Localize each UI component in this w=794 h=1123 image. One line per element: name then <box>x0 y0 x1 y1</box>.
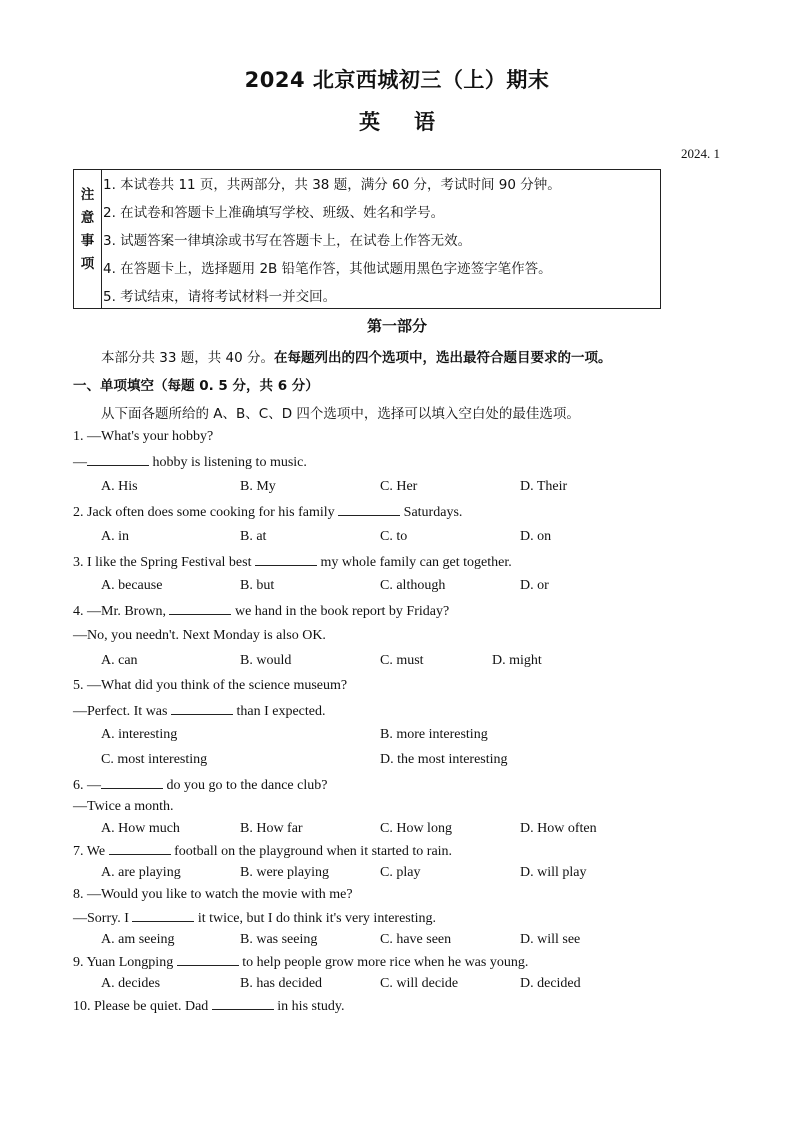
option-a[interactable]: A. His <box>101 479 138 494</box>
text: than I expected. <box>232 704 326 719</box>
option-b[interactable]: B. were playing <box>240 865 330 880</box>
option-c[interactable]: C. will decide <box>380 976 459 991</box>
text: hobby is listening to music. <box>149 455 307 470</box>
answer-blank[interactable] <box>101 777 163 789</box>
part-title: 第一部分 <box>366 317 427 335</box>
answer-blank[interactable] <box>87 454 149 466</box>
option-a[interactable]: A. because <box>101 578 163 593</box>
question-1-reply <box>73 454 307 471</box>
option-c[interactable]: C. must <box>380 653 424 668</box>
answer-blank[interactable] <box>169 603 231 615</box>
question-6-reply: —Twice a month. <box>73 799 174 814</box>
option-d[interactable]: D. the most interesting <box>380 752 508 767</box>
text: Saturdays. <box>400 505 463 520</box>
option-d[interactable]: D. will see <box>520 932 581 947</box>
option-b[interactable]: B. more interesting <box>380 727 488 742</box>
answer-blank[interactable] <box>171 703 233 715</box>
subject-title: 英语 <box>359 110 469 134</box>
text: —Sorry. I <box>73 911 133 926</box>
option-d[interactable]: D. will play <box>520 865 587 880</box>
option-c[interactable]: C. Her <box>380 479 418 494</box>
notice-char: 意 <box>80 210 95 226</box>
notice-side-label <box>74 170 102 308</box>
option-a[interactable]: A. interesting <box>101 727 178 742</box>
option-c[interactable]: C. although <box>380 578 446 593</box>
answer-blank[interactable] <box>177 954 239 966</box>
text: my whole family can get together. <box>316 555 512 570</box>
answer-blank[interactable] <box>109 843 171 855</box>
text: 3. I like the Spring Festival best <box>73 555 255 570</box>
option-d[interactable]: D. or <box>520 578 549 593</box>
option-d[interactable]: D. might <box>492 653 542 668</box>
section-title: 一、单项填空（每题 0. 5 分，共 6 分） <box>73 378 319 394</box>
option-b[interactable]: B. How far <box>240 821 303 836</box>
question-6-stem <box>73 777 327 794</box>
answer-blank[interactable] <box>338 504 400 516</box>
text: 10. Please be quiet. Dad <box>73 999 212 1014</box>
option-b[interactable]: B. would <box>240 653 292 668</box>
notice-item: 4. 在答题卡上，选择题用 2B 铅笔作答，其他试题用黑色字迹签字笔作答。 <box>103 261 552 277</box>
option-d[interactable]: D. on <box>520 529 552 544</box>
text: 4. —Mr. Brown, <box>73 604 170 619</box>
text: 6. — <box>73 778 101 793</box>
option-a[interactable]: A. can <box>101 653 138 668</box>
text: 9. Yuan Longping <box>73 955 177 970</box>
question-4-reply: —No, you needn't. Next Monday is also OK. <box>73 628 326 643</box>
part-intro-plain: 本部分共 33 题，共 40 分。 <box>101 350 275 366</box>
notice-char: 注 <box>80 187 95 203</box>
option-a[interactable]: A. are playing <box>101 865 181 880</box>
option-a[interactable]: A. am seeing <box>101 932 175 947</box>
option-c[interactable]: C. to <box>380 529 408 544</box>
option-c[interactable]: C. play <box>380 865 421 880</box>
question-7-stem <box>73 843 452 860</box>
question-2-stem <box>73 504 462 521</box>
text: in his study. <box>273 999 345 1014</box>
option-d[interactable]: D. Their <box>520 479 568 494</box>
option-d[interactable]: D. decided <box>520 976 581 991</box>
answer-blank[interactable] <box>255 554 317 566</box>
option-a[interactable]: A. How much <box>101 821 180 836</box>
option-b[interactable]: B. at <box>240 529 267 544</box>
notice-item: 5. 考试结束，请将考试材料一并交回。 <box>103 289 337 305</box>
notice-char: 事 <box>80 233 95 249</box>
answer-blank[interactable] <box>212 998 274 1010</box>
option-c[interactable]: C. How long <box>380 821 452 836</box>
notice-item: 3. 试题答案一律填涂或书写在答题卡上，在试卷上作答无效。 <box>103 233 472 249</box>
option-b[interactable]: B. has decided <box>240 976 323 991</box>
question-9-stem <box>73 954 528 971</box>
option-a[interactable]: A. decides <box>101 976 161 991</box>
option-b[interactable]: B. My <box>240 479 276 494</box>
question-8-stem: 8. —Would you like to watch the movie with me? <box>73 887 353 902</box>
text: to help people grow more rice when he was young. <box>238 955 529 970</box>
text: — <box>73 455 87 470</box>
notice-item: 1. 本试卷共 11 页，共两部分，共 38 题，满分 60 分，考试时间 90 分钟。 <box>103 177 561 193</box>
text: it twice, but I do think it's very interesting. <box>194 911 437 926</box>
text: 7. We <box>73 844 109 859</box>
question-4-stem <box>73 603 449 620</box>
text: —Perfect. It was <box>73 704 171 719</box>
option-c[interactable]: C. have seen <box>380 932 452 947</box>
question-5-reply <box>73 703 325 720</box>
option-a[interactable]: A. in <box>101 529 129 544</box>
exam-date: 2024. 1 <box>681 146 720 161</box>
question-8-reply <box>73 910 436 927</box>
question-1-stem: 1. —What's your hobby? <box>73 429 214 444</box>
question-10-stem <box>73 998 344 1015</box>
option-d[interactable]: D. How often <box>520 821 597 836</box>
part-intro-bold: 在每题列出的四个选项中，选出最符合题目要求的一项。 <box>274 350 612 366</box>
part-intro <box>101 346 612 366</box>
notice-box <box>73 169 661 309</box>
question-5-stem: 5. —What did you think of the science museum? <box>73 678 348 693</box>
text: do you go to the dance club? <box>163 778 328 793</box>
option-b[interactable]: B. but <box>240 578 275 593</box>
text: we hand in the book report by Friday? <box>231 604 450 619</box>
question-3-stem <box>73 554 512 571</box>
text: 2. Jack often does some cooking for his family <box>73 505 339 520</box>
answer-blank[interactable] <box>132 910 194 922</box>
page-title: 2024 北京西城初三（上）期末 <box>244 68 550 92</box>
option-c[interactable]: C. most interesting <box>101 752 208 767</box>
notice-item: 2. 在试卷和答题卡上准确填写学校、班级、姓名和学号。 <box>103 205 445 221</box>
text: football on the playground when it started to rain. <box>170 844 453 859</box>
option-b[interactable]: B. was seeing <box>240 932 318 947</box>
section-intro: 从下面各题所给的 A、B、C、D 四个选项中，选择可以填入空白处的最佳选项。 <box>101 406 580 422</box>
notice-char: 项 <box>80 256 95 272</box>
